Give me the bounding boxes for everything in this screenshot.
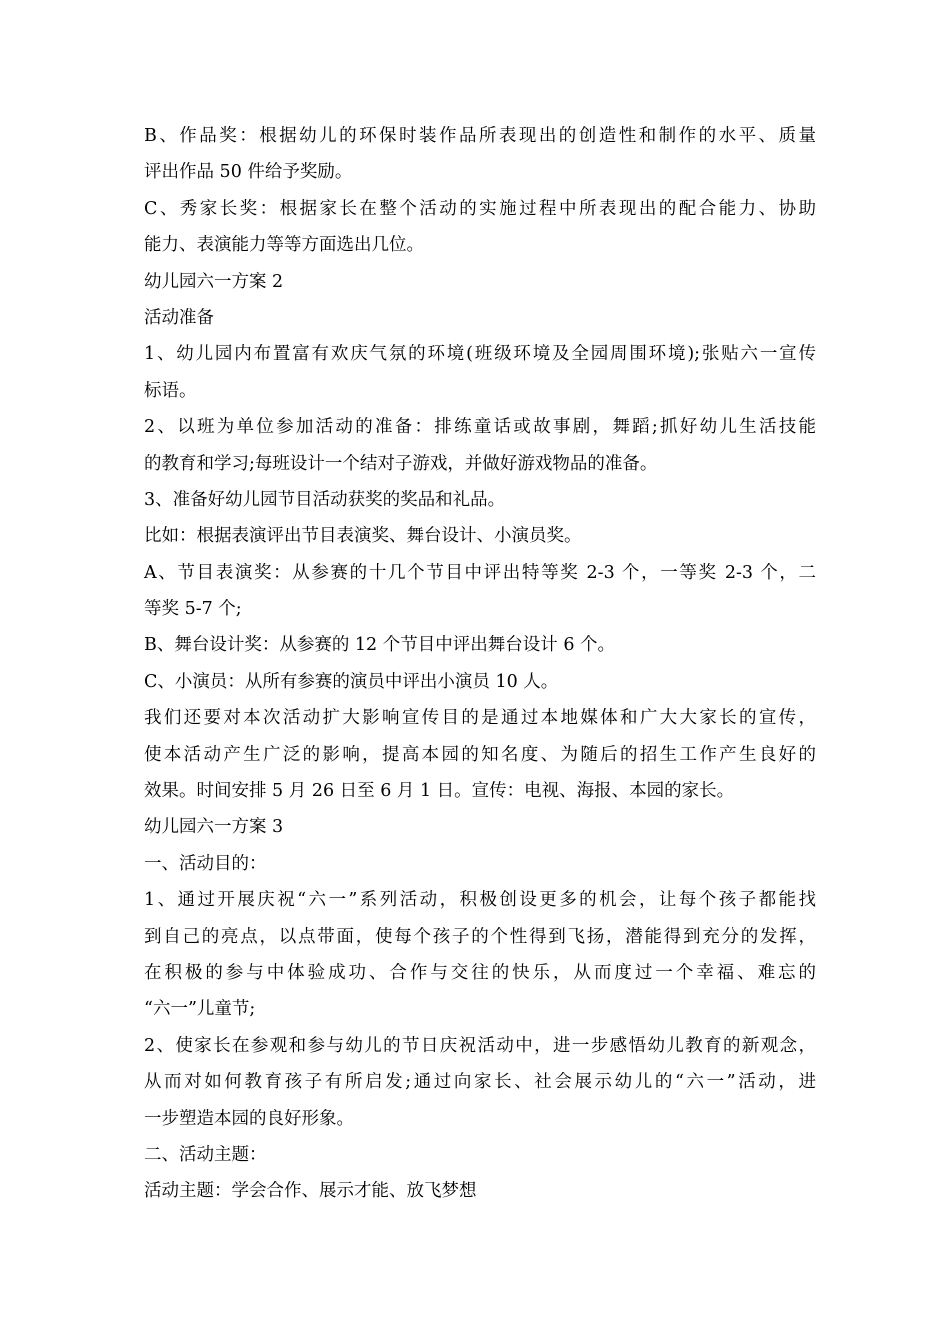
paragraph-line: 到自己的亮点，以点带面，使每个孩子的个性得到飞扬，潜能得到充分的发挥， — [144, 926, 816, 947]
paragraph-line: 活动主题：学会合作、展示才能、放飞梦想 — [144, 1181, 477, 1202]
paragraph-line: 1、通过开展庆祝“六一”系列活动，积极创设更多的机会，让每个孩子都能找 — [144, 890, 816, 911]
paragraph-line: C、小演员：从所有参赛的演员中评出小演员 10 人。 — [144, 671, 559, 692]
paragraph-line: 3、准备好幼儿园节目活动获奖的奖品和礼品。 — [144, 489, 506, 510]
paragraph-line: 从而对如何教育孩子有所启发;通过向家长、社会展示幼儿的“六一”活动，进 — [144, 1072, 816, 1093]
paragraph-line: 我们还要对本次活动扩大影响宣传目的是通过本地媒体和广大大家长的宣传， — [144, 708, 816, 729]
paragraph-line: 在积极的参与中体验成功、合作与交往的快乐，从而度过一个幸福、难忘的 — [144, 962, 816, 983]
paragraph-line: “六一”儿童节; — [144, 999, 256, 1020]
paragraph-line: 的教育和学习;每班设计一个结对子游戏，并做好游戏物品的准备。 — [144, 453, 658, 474]
paragraph-line: 等奖 5-7 个; — [144, 599, 242, 620]
section-heading: 幼儿园六一方案 2 — [144, 271, 284, 292]
paragraph-line: 比如：根据表演评出节目表演奖、舞台设计、小演员奖。 — [144, 526, 582, 547]
paragraph-line: 效果。时间安排 5 月 26 日至 6 月 1 日。宣传：电视、海报、本园的家长。 — [144, 781, 735, 802]
paragraph-line: A、节目表演奖：从参赛的十几个节目中评出特等奖 2-3 个，一等奖 2-3 个，二 — [144, 562, 816, 583]
paragraph-line: C、秀家长奖：根据家长在整个活动的实施过程中所表现出的配合能力、协助 — [144, 198, 816, 219]
paragraph-line: 一步塑造本园的良好形象。 — [144, 1108, 354, 1129]
paragraph-line: B、舞台设计奖：从参赛的 12 个节目中评出舞台设计 6 个。 — [144, 635, 616, 656]
paragraph-line: 使本活动产生广泛的影响，提高本园的知名度、为随后的招生工作产生良好的 — [144, 744, 816, 765]
section-heading: 幼儿园六一方案 3 — [144, 817, 284, 838]
subsection-heading: 活动准备 — [144, 307, 214, 328]
paragraph-line: 评出作品 50 件给予奖励。 — [144, 162, 353, 183]
paragraph-line: 标语。 — [144, 380, 197, 401]
subsection-heading: 二、活动主题： — [144, 1144, 267, 1165]
paragraph-line: B、作品奖：根据幼儿的环保时装作品所表现出的创造性和制作的水平、质量 — [144, 126, 816, 146]
paragraph-line: 2、使家长在参观和参与幼儿的节日庆祝活动中，进一步感悟幼儿教育的新观念， — [144, 1035, 816, 1056]
subsection-heading: 一、活动目的： — [144, 853, 267, 874]
paragraph-line: 1、幼儿园内布置富有欢庆气氛的环境(班级环境及全园周围环境);张贴六一宣传 — [144, 344, 816, 365]
paragraph-line: 2、以班为单位参加活动的准备：排练童话或故事剧，舞蹈;抓好幼儿生活技能 — [144, 417, 816, 438]
document-body — [144, 118, 816, 1210]
paragraph-line: 能力、表演能力等等方面选出几位。 — [144, 235, 424, 256]
